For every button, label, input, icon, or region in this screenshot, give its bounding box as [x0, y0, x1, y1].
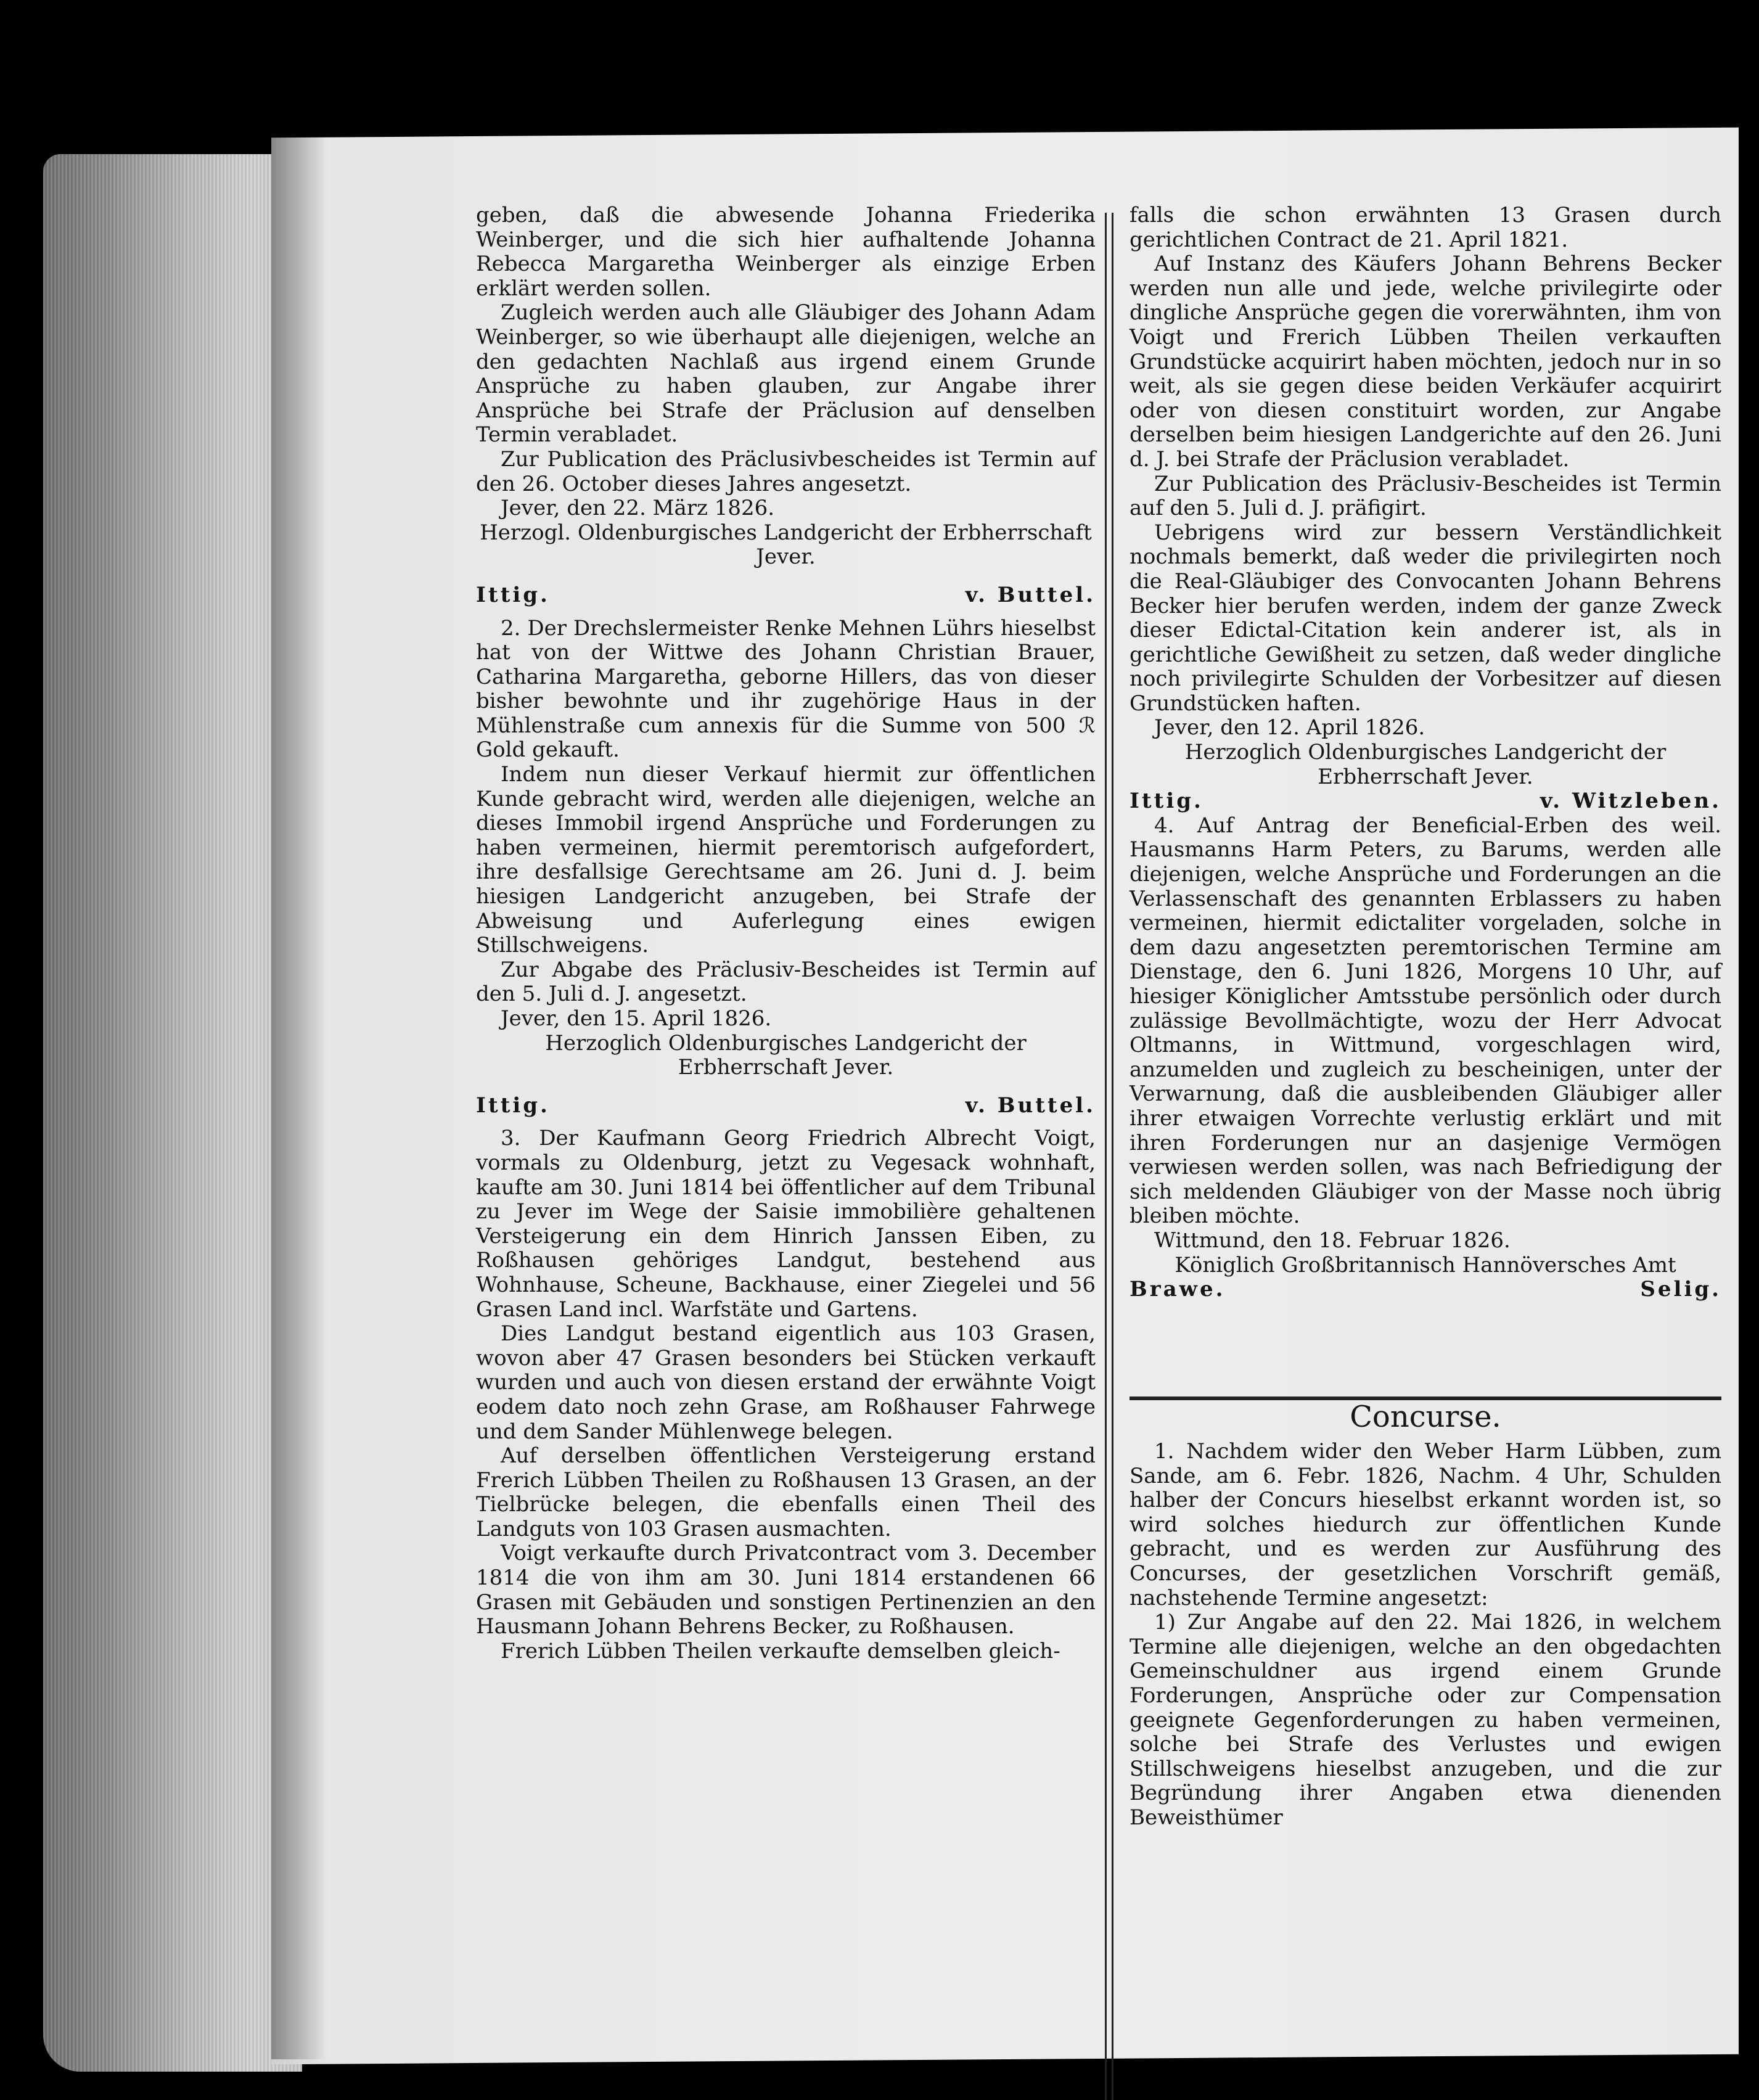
dateline: Jever, den 22. März 1826. [501, 496, 775, 521]
paragraph: Auf Instanz des Käufers Johann Behrens Becker werden nun alle und jede, welche privilegirte oder dingliche Ansprüche gegen die vorerwähnten, ihm von Voigt und Frerich Lübben Theilen verkauften Grundstücke acquirirt haben möchten, jedoch nur in so weit, als sie gegen diese beiden Verkäufer acquirirt oder von diesen constituirt worden, zur Angabe derselben beim hiesigen Landgerichte auf den 26. Juni d. J. bei Strafe der Präclusion verabladet. [1130, 252, 1721, 472]
paragraph: Zugleich werden auch alle Gläubiger des Johann Adam Weinberger, so wie überhaupt alle diejenigen, welche an den gedachten Nachlaß aus irgend einem Grunde Ansprüche zu haben glauben, zur Angabe ihrer Ansprüche bei Strafe der Präclusion auf denselben Termin verabladet. [476, 300, 1096, 448]
gutter-shadow [271, 133, 327, 2059]
signature-left: Ittig. [1130, 789, 1203, 814]
signature-right: v. Witzleben. [1540, 789, 1721, 814]
dateline: Jever, den 15. April 1826. [501, 1006, 772, 1031]
signature-row [1130, 1278, 1721, 1302]
signature-row [476, 583, 1096, 608]
notice-item: 2. Der Drechslermeister Renke Mehnen Lührs hieselbst hat von der Wittwe des Johann Christian Brauer, Catharina Margaretha, geborne Hillers, das von dieser bisher bewohnte und ihr zugehörige Haus in der Mühlenstraße cum annexis für die Summe von 500 ℛ Gold gekauft. [476, 615, 1096, 763]
notice-item: 3. Der Kaufmann Georg Friedrich Albrecht Voigt, vormals zu Oldenburg, jetzt zu Vegesack wohnhaft, kaufte am 30. Juni 1814 bei öffentlicher auf dem Tribunal zu Jever im Wege der Saisie immobilière gehaltenen Versteigerung ein dem Hinrich Janssen Eiben, zu Roßhausen gehöriges Landgut, bestehend aus Wohnhause, Scheune, Backhause, einer Ziegelei und 56 Grasen Land incl. Warfstäte und Gartens. [476, 1126, 1096, 1322]
court-signature: Herzoglich Oldenburgisches Landgericht der Erbherrschaft Jever. [545, 1030, 1027, 1080]
right-column [1130, 203, 1721, 1302]
court-signature: Herzoglich Oldenburgisches Landgericht der Erbherrschaft Jever. [1184, 740, 1667, 789]
paragraph: Voigt verkaufte durch Privatcontract vom 3. December 1814 die von ihm am 30. Juni 1814 erstandenen 66 Grasen mit Gebäuden und sonstigen Pertinenzien an den Hausmann Johann Behrens Becker, zu Roßhausen. [476, 1541, 1096, 1639]
paragraph: Zur Publication des Präclusiv-Bescheides ist Termin auf den 5. Juli d. J. präfigirt. [1130, 471, 1721, 521]
paragraph: geben, daß die abwesende Johanna Friederika Weinberger, und die sich hier aufhaltende Johanna Rebecca Margaretha Weinberger als einzige Erben erklärt werden sollen. [476, 203, 1096, 301]
signature-left: Brawe. [1130, 1277, 1226, 1302]
signature-row [476, 1094, 1096, 1118]
court-signature: Herzogl. Oldenburgisches Landgericht der Erbherrschaft Jever. [480, 520, 1092, 570]
left-column [476, 203, 1096, 1663]
dateline: Wittmund, den 18. Februar 1826. [1154, 1228, 1511, 1253]
signature-row [1130, 789, 1721, 814]
court-signature: Königlich Großbritannisch Hannöversches Amt [1175, 1252, 1676, 1278]
paragraph: Dies Landgut bestand eigentlich aus 103 Grasen, wovon aber 47 Grasen besonders bei Stücken verkauft wurden und auch von diesen erstand der erwähnte Voigt eodem dato noch zehn Grase, am Roßhauser Fahrwege und dem Sander Mühlenwege belegen. [476, 1321, 1096, 1444]
signature-right: v. Buttel. [965, 582, 1096, 607]
signature-right: v. Buttel. [965, 1093, 1096, 1118]
paragraph: falls die schon erwähnten 13 Grasen durch gerichtlichen Contract de 21. April 1821. [1130, 203, 1721, 252]
notice-item: 1. Nachdem wider den Weber Harm Lübben, zum Sande, am 6. Febr. 1826, Nachm. 4 Uhr, Schulden halber der Concurs hieselbst erkannt worden ist, so wird solches hiedurch zur öffentlichen Kunde gebracht, und es werden zur Ausführung des Concurses, der gesetzlichen Vorschrift gemäß, nachstehende Termine angesetzt: [1130, 1439, 1721, 1610]
signature-left: Ittig. [476, 582, 550, 607]
book-page-edges [43, 154, 302, 2072]
concurse-section [1130, 1440, 1721, 1831]
paragraph: Auf derselben öffentlichen Versteigerung erstand Frerich Lübben Theilen zu Roßhausen 13 Grasen, an der Tielbrücke belegen, die ebenfalls einen Theil des Landguts von 103 Grasen ausmachten. [476, 1443, 1096, 1541]
dateline: Jever, den 12. April 1826. [1154, 715, 1425, 740]
notice-item: 4. Auf Antrag der Beneficial-Erben des weil. Hausmanns Harm Peters, zu Barums, werden alle diejenigen, welche Ansprüche und Forderungen an die Verlassenschaft des genannten Erblassers zu haben vermeinen, hiermit edictaliter vorgeladen, solche in dem dazu angesetzten peremtorischen Termine am Dienstage, den 6. Juni 1826, Morgens 10 Uhr, auf hiesiger Königlicher Amtsstube persönlich oder durch zulässige Bevollmächtigte, wozu der Herr Advocat Oltmanns, in Wittmund, vorgeschlagen wird, anzumelden und zugleich zu bescheinigen, unter der Verwarnung, daß die ausbleibenden Gläubiger aller ihrer etwaigen Vorrechte verlustig erklärt und mit ihren Forderungen nur an dasjenige Vermögen verwiesen werden sollen, was nach Befriedigung der sich meldenden Gläubiger von der Masse noch übrig bleiben möchte. [1130, 813, 1721, 1229]
column-divider [1105, 213, 1113, 2100]
signature-right: Selig. [1640, 1277, 1721, 1302]
signature-left: Ittig. [476, 1093, 550, 1118]
paragraph: Indem nun dieser Verkauf hiermit zur öffentlichen Kunde gebracht wird, werden alle diejenigen, welche an dieses Immobil irgend Ansprüche und Forderungen zu haben vermeinen, hiermit peremtorisch aufgefordert, ihre desfallsige Gerechtsame am 26. Juni d. J. beim hiesigen Landgericht anzugeben, bei Strafe der Abweisung und Auferlegung eines ewigen Stillschweigens. [476, 762, 1096, 958]
paragraph: Zur Publication des Präclusivbescheides ist Termin auf den 26. October dieses Jahres angesetzt. [476, 446, 1096, 496]
paragraph: Uebrigens wird zur bessern Verständlichkeit nochmals bemerkt, daß weder die privilegirten noch die Real-Gläubiger des Convocanten Johann Behrens Becker hier berufen werden, indem der ganze Zweck dieser Edictal-Citation kein anderer ist, als in gerichtliche Gewißheit zu setzen, daß weder dingliche noch privilegirte Schulden der Vorbesitzer auf diesen Grundstücken haften. [1130, 520, 1721, 716]
section-title: Concurse. [1350, 1400, 1501, 1434]
paragraph: Zur Abgabe des Präclusiv-Bescheides ist Termin auf den 5. Juli d. J. angesetzt. [476, 957, 1096, 1007]
paragraph: 1) Zur Angabe auf den 22. Mai 1826, in welchem Termine alle diejenigen, welche an den obgedachten Gemeinschuldner aus irgend einem Grunde Forderungen, Ansprüche oder zur Compensation geeignete Gegenforderungen zu haben vermeinen, solche bei Strafe des Verlustes und ewigen Stillschweigens hieselbst anzugeben, und die zur Begründung ihrer Angaben etwa dienenden Beweisthümer [1130, 1610, 1721, 1830]
paragraph: Frerich Lübben Theilen verkaufte demselben gleich- [501, 1638, 1060, 1663]
